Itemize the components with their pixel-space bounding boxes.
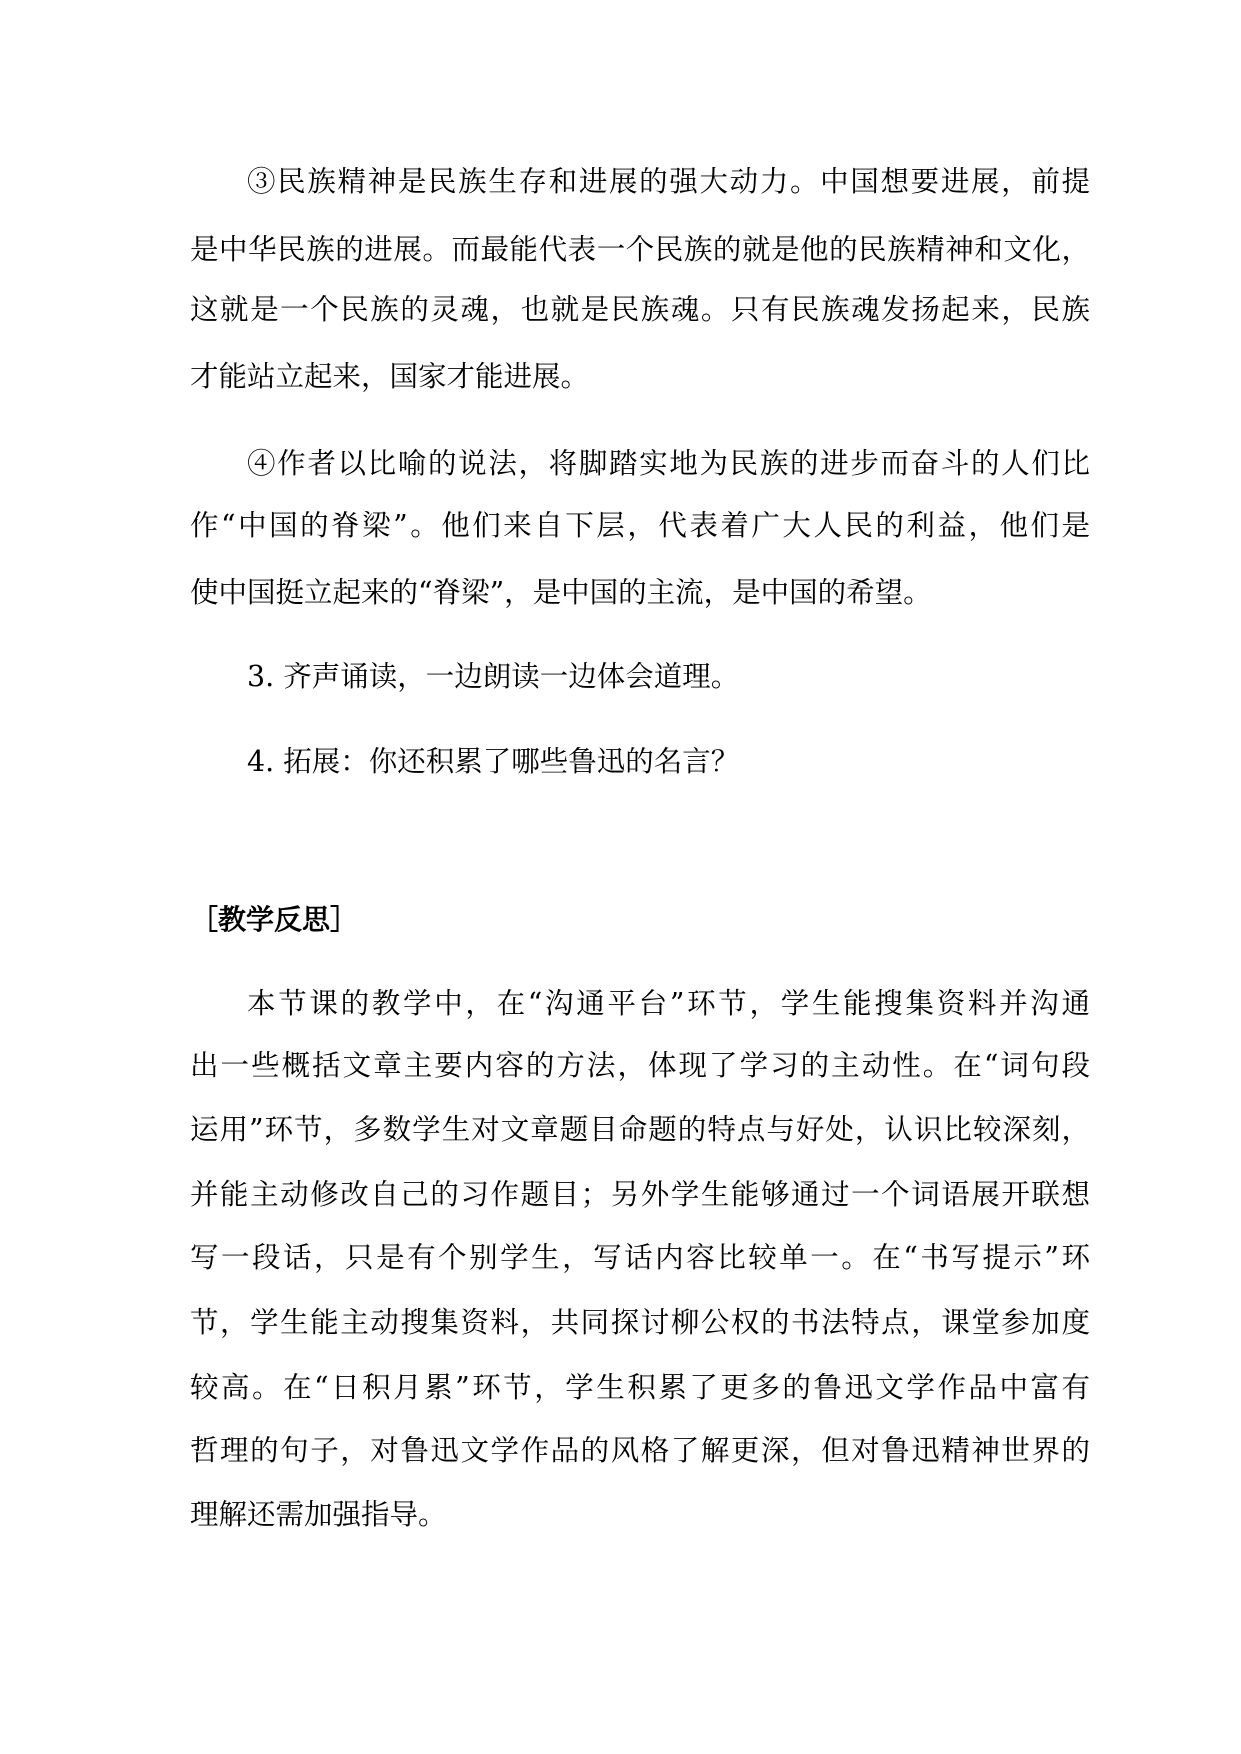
paragraph-3-line-3: 这就是一个民族的灵魂，也就是民族魂。只有民族魂发扬起来，民族: [190, 293, 1090, 326]
reflection-line-5: 写一段话，只是有个别学生，写话内容比较单一。在“书写提示”环: [190, 1241, 1090, 1274]
paragraph-3-line-1: ③民族精神是民族生存和进展的强大动力。中国想要进展，前提: [247, 165, 1090, 198]
paragraph-4-line-2: 作“中国的脊梁”。他们来自下层，代表着广大人民的利益，他们是: [190, 509, 1090, 542]
reflection-line-4: 并能主动修改自己的习作题目；另外学生能够通过一个词语展开联想: [190, 1178, 1090, 1211]
step-3: 3. 齐声诵读，一边朗读一边体会道理。: [247, 660, 740, 693]
reflection-line-6: 节，学生能主动搜集资料，共同探讨柳公权的书法特点，课堂参加度: [190, 1306, 1090, 1339]
step-4: 4. 拓展：你还积累了哪些鲁迅的名言？: [247, 745, 740, 778]
reflection-line-7: 较高。在“日积月累”环节，学生积累了更多的鲁迅文学作品中富有: [190, 1371, 1090, 1404]
reflection-heading: ［教学反思］: [190, 903, 359, 936]
reflection-line-8: 哲理的句子，对鲁迅文学作品的风格了解更深，但对鲁迅精神世界的: [190, 1434, 1090, 1467]
paragraph-4-line-3: 使中国挺立起来的“脊梁”，是中国的主流，是中国的希望。: [190, 576, 932, 609]
paragraph-3-line-4: 才能站立起来，国家才能进展。: [190, 360, 590, 393]
paragraph-4-line-1: ④作者以比喻的说法，将脚踏实地为民族的进步而奋斗的人们比: [247, 447, 1090, 480]
reflection-line-3: 运用”环节，多数学生对文章题目命题的特点与好处，认识比较深刻，: [190, 1113, 1090, 1146]
reflection-line-1: 本节课的教学中，在“沟通平台”环节，学生能搜集资料并沟通: [247, 987, 1090, 1020]
paragraph-3-line-2: 是中华民族的进展。而最能代表一个民族的就是他的民族精神和文化，: [190, 233, 1090, 266]
reflection-line-2: 出一些概括文章主要内容的方法，体现了学习的主动性。在“词句段: [190, 1049, 1090, 1082]
reflection-line-9: 理解还需加强指导。: [190, 1498, 447, 1531]
